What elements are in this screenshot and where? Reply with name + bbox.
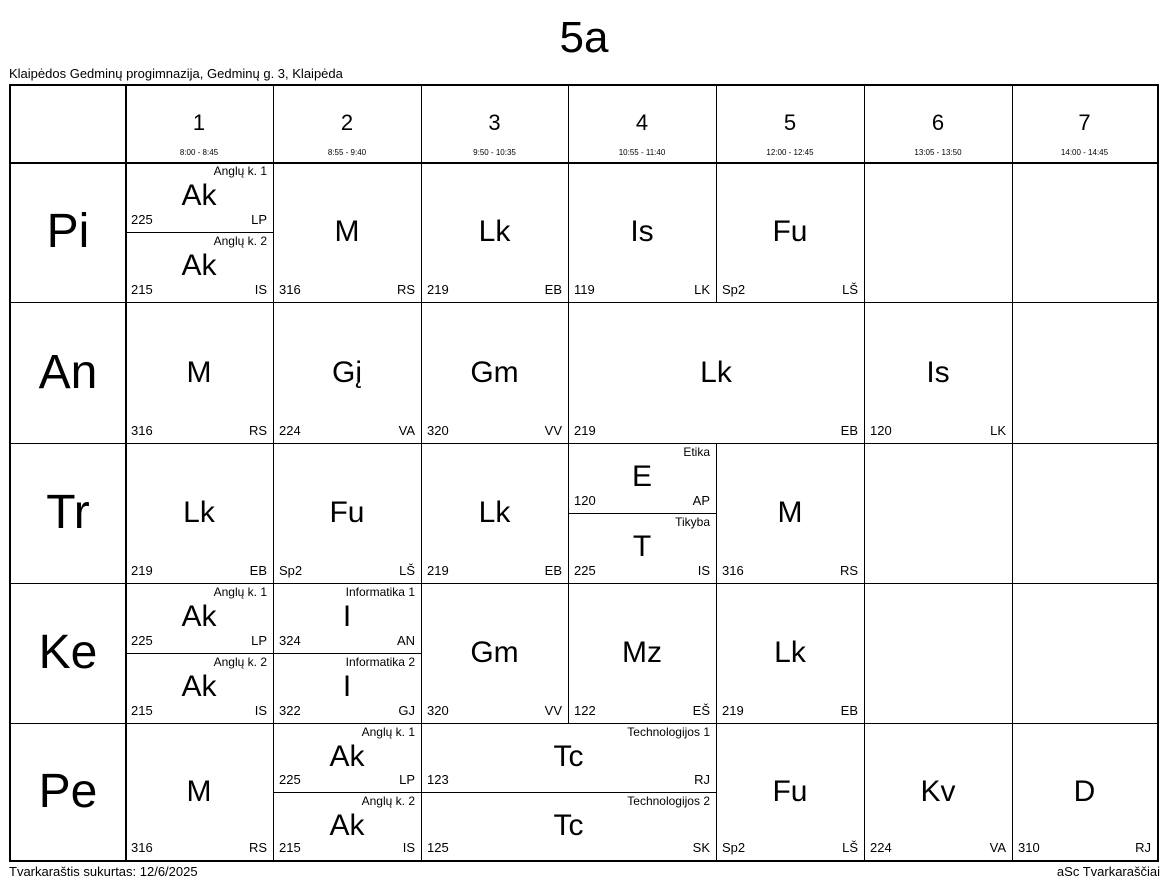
teacher-initials: LK xyxy=(694,282,710,297)
lesson-cell xyxy=(125,583,273,653)
teacher-initials: LP xyxy=(251,212,267,227)
subject-code: Ak xyxy=(329,740,365,773)
column-divider xyxy=(421,723,422,860)
subject-code: Ak xyxy=(181,670,217,703)
group-label: Technologijos 2 xyxy=(627,794,710,808)
lesson-cell xyxy=(716,723,864,860)
room-number: 316 xyxy=(722,563,744,578)
room-number: 123 xyxy=(427,772,449,787)
period-time: 13:05 - 13:50 xyxy=(914,148,962,157)
column-divider xyxy=(421,583,422,723)
lesson-cell xyxy=(1012,723,1157,860)
room-number: 119 xyxy=(574,282,595,297)
room-number: 120 xyxy=(574,493,596,508)
subject-code: Fu xyxy=(329,496,365,529)
teacher-initials: IS xyxy=(402,840,415,855)
group-label: Informatika 2 xyxy=(345,655,415,669)
column-divider xyxy=(568,302,569,443)
column-divider xyxy=(273,302,274,443)
column-divider xyxy=(125,723,127,860)
column-divider xyxy=(716,583,717,723)
room-number: 225 xyxy=(131,212,153,227)
teacher-initials: RS xyxy=(396,282,415,297)
subject-code: M xyxy=(186,356,212,389)
teacher-initials: AN xyxy=(396,633,415,648)
day-label: Pi xyxy=(46,205,90,258)
subject-code: Ak xyxy=(329,809,365,842)
period-header xyxy=(716,86,864,162)
period-time: 12:00 - 12:45 xyxy=(766,148,814,157)
room-number: 225 xyxy=(131,633,153,648)
column-divider xyxy=(273,583,274,723)
lesson-cell xyxy=(421,792,716,860)
lesson-cell xyxy=(716,162,864,302)
room-number: 324 xyxy=(279,633,301,648)
period-header xyxy=(864,86,1012,162)
created-date: Tvarkaraštis sukurtas: 12/6/2025 xyxy=(9,864,198,879)
group-label: Anglų k. 1 xyxy=(213,164,267,178)
lesson-cell xyxy=(273,792,421,860)
period-time: 8:00 - 8:45 xyxy=(179,148,219,157)
period-header xyxy=(273,86,421,162)
room-number: 316 xyxy=(279,282,301,297)
column-divider xyxy=(568,86,569,162)
teacher-initials: EB xyxy=(544,282,562,297)
subject-code: Tc xyxy=(553,740,584,773)
lesson-cell xyxy=(568,513,716,583)
app-credit: aSc Tvarkaraščiai xyxy=(1056,864,1160,879)
subject-code: Lk xyxy=(700,356,732,389)
subject-code: Ak xyxy=(181,600,217,633)
period-number: 1 xyxy=(192,110,206,135)
lesson-cell xyxy=(273,443,421,583)
teacher-initials: GJ xyxy=(398,703,415,718)
lesson-cell xyxy=(421,583,568,723)
subject-code: Kv xyxy=(920,775,956,808)
column-divider xyxy=(864,162,865,302)
room-number: 225 xyxy=(279,772,301,787)
column-divider xyxy=(568,443,569,583)
group-label: Tikyba xyxy=(675,515,710,529)
day-label: An xyxy=(38,346,98,399)
column-divider xyxy=(1012,723,1013,860)
teacher-initials: RS xyxy=(839,563,858,578)
day-label: Tr xyxy=(46,486,90,539)
column-divider xyxy=(421,162,422,302)
lesson-cell xyxy=(125,653,273,723)
room-number: 120 xyxy=(870,423,892,438)
room-number: 316 xyxy=(131,423,153,438)
room-number: Sp2 xyxy=(279,563,303,578)
column-divider xyxy=(864,86,865,162)
group-label: Anglų k. 2 xyxy=(213,234,267,248)
day-label: Pe xyxy=(38,765,98,818)
lesson-cell xyxy=(273,653,421,723)
subject-code: Lk xyxy=(478,215,511,248)
subject-code: Mz xyxy=(622,636,662,669)
room-number: 215 xyxy=(131,703,153,718)
teacher-initials: LP xyxy=(251,633,267,648)
column-divider xyxy=(273,86,274,162)
lesson-cell xyxy=(716,443,864,583)
row-divider xyxy=(11,162,1157,164)
room-number: 320 xyxy=(427,703,449,718)
teacher-initials: LŠ xyxy=(842,282,858,297)
subject-code: T xyxy=(632,530,652,563)
column-divider xyxy=(421,302,422,443)
room-number: 219 xyxy=(131,563,153,578)
teacher-initials: EŠ xyxy=(692,703,710,718)
teacher-initials: EB xyxy=(544,563,562,578)
lesson-cell xyxy=(273,583,421,653)
teacher-initials: VV xyxy=(544,703,562,718)
column-divider xyxy=(716,86,717,162)
period-header xyxy=(421,86,568,162)
lesson-cell xyxy=(421,302,568,443)
column-divider xyxy=(716,443,717,583)
subject-code: M xyxy=(777,496,803,529)
column-divider xyxy=(125,162,127,302)
teacher-initials: SK xyxy=(692,840,710,855)
teacher-initials: RJ xyxy=(694,772,710,787)
column-divider xyxy=(273,162,274,302)
teacher-initials: AP xyxy=(692,493,710,508)
room-number: 225 xyxy=(574,563,596,578)
period-number: 4 xyxy=(635,110,649,135)
subject-code: Lk xyxy=(774,636,806,669)
row-divider xyxy=(11,723,1157,724)
teacher-initials: VA xyxy=(989,840,1006,855)
teacher-initials: RJ xyxy=(1135,840,1151,855)
teacher-initials: IS xyxy=(697,563,710,578)
room-number: Sp2 xyxy=(722,840,746,855)
column-divider xyxy=(1012,86,1013,162)
teacher-initials: LŠ xyxy=(399,563,415,578)
teacher-initials: EB xyxy=(249,563,267,578)
column-divider xyxy=(125,302,127,443)
day-label: Ke xyxy=(38,626,98,679)
row-divider xyxy=(11,583,1157,584)
subject-code: E xyxy=(631,460,652,493)
column-divider xyxy=(125,86,127,162)
room-number: 310 xyxy=(1018,840,1040,855)
lesson-cell xyxy=(125,443,273,583)
period-number: 2 xyxy=(340,110,354,135)
lesson-cell xyxy=(568,302,864,443)
period-time: 14:00 - 14:45 xyxy=(1060,148,1109,157)
lesson-cell xyxy=(568,443,716,513)
room-number: 219 xyxy=(427,563,449,578)
class-title: 5a xyxy=(559,13,609,62)
period-number: 6 xyxy=(931,110,945,135)
lesson-cell xyxy=(273,302,421,443)
column-divider xyxy=(864,723,865,860)
period-time: 10:55 - 11:40 xyxy=(618,148,666,157)
column-divider xyxy=(864,302,865,443)
room-number: 219 xyxy=(427,282,449,297)
group-label: Anglų k. 2 xyxy=(361,794,415,808)
group-label: Anglų k. 1 xyxy=(361,725,415,739)
lesson-cell xyxy=(125,723,273,860)
subject-code: Gį xyxy=(332,356,362,389)
period-header xyxy=(1012,86,1157,162)
column-divider xyxy=(421,86,422,162)
subject-code: Ak xyxy=(181,249,217,282)
lesson-cell xyxy=(125,232,273,302)
room-number: 125 xyxy=(427,840,449,855)
column-divider xyxy=(125,583,127,723)
teacher-initials: RS xyxy=(248,423,267,438)
lesson-cell xyxy=(125,162,273,232)
lesson-cell xyxy=(273,723,421,792)
lesson-cell xyxy=(421,723,716,792)
column-divider xyxy=(568,162,569,302)
room-number: 224 xyxy=(870,840,892,855)
group-label: Informatika 1 xyxy=(345,585,415,599)
subject-code: Fu xyxy=(772,215,808,248)
column-divider xyxy=(273,443,274,583)
group-label: Anglų k. 2 xyxy=(213,655,267,669)
row-divider xyxy=(11,443,1157,444)
subject-code: M xyxy=(186,775,212,808)
column-divider xyxy=(421,443,422,583)
room-number: 316 xyxy=(131,840,153,855)
column-divider xyxy=(273,723,274,860)
row-divider xyxy=(11,302,1157,303)
column-divider xyxy=(1012,443,1013,583)
teacher-initials: IS xyxy=(254,282,267,297)
room-number: 215 xyxy=(279,840,301,855)
subject-code: Is xyxy=(630,215,654,248)
group-label: Technologijos 1 xyxy=(627,725,710,739)
room-number: 219 xyxy=(722,703,744,718)
lesson-cell xyxy=(568,162,716,302)
room-number: 224 xyxy=(279,423,301,438)
subject-code: Ak xyxy=(181,179,217,212)
period-time: 9:50 - 10:35 xyxy=(473,148,516,157)
timetable-grid xyxy=(9,84,1159,862)
subject-code: Lk xyxy=(478,496,511,529)
column-divider xyxy=(716,723,717,860)
room-number: 322 xyxy=(279,703,301,718)
teacher-initials: RS xyxy=(248,840,267,855)
subject-code: Gm xyxy=(470,356,519,389)
room-number: 215 xyxy=(131,282,153,297)
teacher-initials: IS xyxy=(254,703,267,718)
column-divider xyxy=(1012,162,1013,302)
column-divider xyxy=(125,443,127,583)
period-number: 5 xyxy=(783,110,797,135)
room-number: 320 xyxy=(427,423,449,438)
group-label: Anglų k. 1 xyxy=(213,585,267,599)
period-time: 8:55 - 9:40 xyxy=(327,148,367,157)
teacher-initials: LŠ xyxy=(842,840,858,855)
subject-code: D xyxy=(1073,775,1096,808)
column-divider xyxy=(568,583,569,723)
period-number: 3 xyxy=(488,110,501,135)
teacher-initials: EB xyxy=(840,703,858,718)
teacher-initials: EB xyxy=(840,423,858,438)
teacher-initials: VA xyxy=(398,423,415,438)
school-address: Klaipėdos Gedminų progimnazija, Gedminų g. 3, Klaipėda xyxy=(9,66,343,81)
column-divider xyxy=(864,583,865,723)
lesson-cell xyxy=(864,723,1012,860)
subject-code: Lk xyxy=(183,496,215,529)
teacher-initials: VV xyxy=(544,423,562,438)
subject-code: M xyxy=(334,215,360,248)
group-label: Etika xyxy=(683,445,710,459)
lesson-cell xyxy=(125,302,273,443)
teacher-initials: LK xyxy=(990,423,1006,438)
lesson-cell xyxy=(568,583,716,723)
lesson-cell xyxy=(716,583,864,723)
subject-code: Tc xyxy=(553,809,584,842)
column-divider xyxy=(1012,302,1013,443)
room-number: Sp2 xyxy=(722,282,746,297)
lesson-cell xyxy=(864,302,1012,443)
lesson-cell xyxy=(421,443,568,583)
subject-code: Is xyxy=(926,356,950,389)
lesson-cell xyxy=(421,162,568,302)
column-divider xyxy=(1012,583,1013,723)
subject-code: I xyxy=(342,600,352,633)
lesson-cell xyxy=(273,162,421,302)
period-header xyxy=(568,86,716,162)
column-divider xyxy=(864,443,865,583)
subject-code: Gm xyxy=(470,636,519,669)
subject-code: Fu xyxy=(772,775,808,808)
column-divider xyxy=(716,162,717,302)
room-number: 122 xyxy=(574,703,596,718)
teacher-initials: LP xyxy=(399,772,415,787)
subject-code: I xyxy=(342,670,352,703)
period-header xyxy=(125,86,273,162)
room-number: 219 xyxy=(574,423,596,438)
period-number: 7 xyxy=(1078,110,1091,135)
